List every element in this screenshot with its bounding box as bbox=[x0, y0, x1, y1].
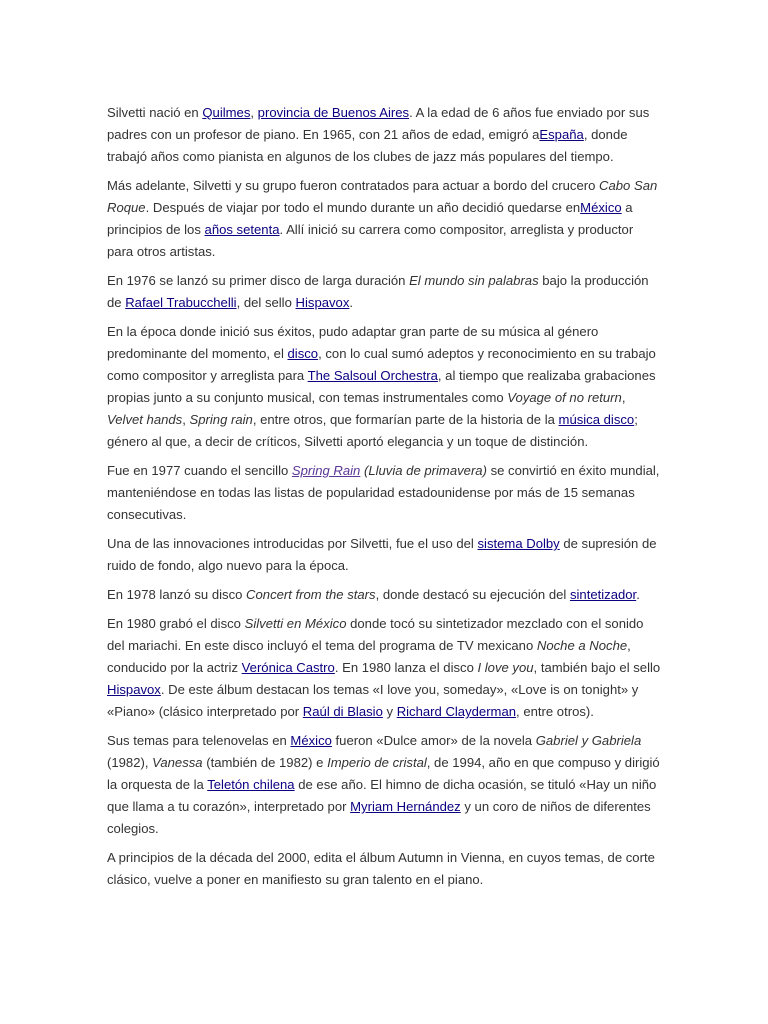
text-run: , bbox=[250, 105, 258, 120]
text-run: a principios de los bbox=[107, 200, 633, 237]
text-run: , conducido por la actriz bbox=[107, 638, 631, 675]
text-run: Fue en 1977 cuando el sencillo bbox=[107, 463, 292, 478]
text-run: Una de las innovaciones introducidas por Silvetti, fue el uso del bbox=[107, 536, 478, 551]
text-run: de ese año. El himno de dicha ocasión, se tituló «Hay un niño que llama a tu corazón», interpretado por bbox=[107, 777, 657, 814]
paragraph bbox=[107, 730, 663, 840]
text-run: , también bajo el sello bbox=[533, 660, 661, 675]
text-run: . bbox=[636, 587, 640, 602]
italic-text: Spring rain bbox=[189, 412, 253, 427]
italic-text: Concert from the stars bbox=[246, 587, 376, 602]
italic-text: Vanessa bbox=[152, 755, 203, 770]
inline-link[interactable]: Teletón chilena bbox=[207, 777, 295, 792]
inline-link[interactable]: Hispavox bbox=[107, 682, 161, 697]
italic-text: El mundo sin palabras bbox=[409, 273, 539, 288]
paragraph bbox=[107, 460, 663, 526]
italic-text: (Lluvia de primavera) bbox=[363, 463, 487, 478]
text-run: , de 1994, año en que compuso y dirigió la orquesta de la bbox=[107, 755, 660, 792]
text-run: En la época donde inició sus éxitos, pudo adaptar gran parte de su música al género predominante del momento, el bbox=[107, 324, 599, 361]
text-run: , entre otros). bbox=[516, 704, 594, 719]
inline-link[interactable]: The Salsoul Orchestra bbox=[307, 368, 438, 383]
italic-text: Noche a Noche bbox=[536, 638, 628, 653]
inline-link[interactable]: Spring Rain bbox=[291, 463, 361, 478]
paragraph bbox=[107, 847, 663, 891]
text-run: . Después de viajar por todo el mundo durante un año decidió quedarse en bbox=[145, 200, 581, 215]
text-run: fueron «Dulce amor» de la novela bbox=[331, 733, 536, 748]
paragraph bbox=[107, 613, 663, 723]
text-run: y bbox=[382, 704, 397, 719]
inline-link[interactable]: Verónica Castro bbox=[241, 660, 335, 675]
text-run: (1982), bbox=[107, 755, 153, 770]
inline-link[interactable]: Myriam Hernández bbox=[350, 799, 461, 814]
article-body bbox=[107, 102, 663, 898]
text-run: Más adelante, Silvetti y su grupo fueron contratados para actuar a bordo del crucero bbox=[107, 178, 600, 193]
inline-link[interactable]: sintetizador bbox=[569, 587, 637, 602]
text-run: . bbox=[349, 295, 354, 310]
text-run: , con lo cual sumó adeptos y reconocimiento en su trabajo como compositor y arreglista para bbox=[107, 346, 656, 383]
text-run: se convirtió en éxito mundial, manteniéndose en todas las listas de popularidad estadounidense por más de 15 semanas consecutivas. bbox=[107, 463, 660, 522]
italic-text: Silvetti en México bbox=[244, 616, 347, 631]
inline-link[interactable]: Quilmes bbox=[202, 105, 251, 120]
italic-text: Voyage of no return bbox=[507, 390, 622, 405]
paragraph bbox=[107, 321, 663, 453]
paragraph bbox=[107, 175, 663, 263]
text-run: , bbox=[182, 412, 190, 427]
text-run: , bbox=[621, 390, 626, 405]
paragraph bbox=[107, 102, 663, 168]
text-run: . A la edad de 6 años fue enviado por sus padres con un profesor de piano. En 1965, con 21 años de edad, emigró a bbox=[107, 105, 650, 142]
paragraph bbox=[107, 533, 663, 577]
inline-link[interactable]: provincia de Buenos Aires bbox=[257, 105, 410, 120]
inline-link[interactable]: Raúl di Blasio bbox=[302, 704, 383, 719]
paragraph bbox=[107, 584, 663, 606]
text-run: de supresión de ruido de fondo, algo nuevo para la época. bbox=[107, 536, 657, 573]
inline-link[interactable]: sistema Dolby bbox=[477, 536, 560, 551]
italic-text: Velvet hands bbox=[107, 412, 183, 427]
text-run: , donde trabajó años como pianista en algunos de los clubes de jazz más populares del tiempo. bbox=[107, 127, 628, 164]
inline-link[interactable]: disco bbox=[287, 346, 319, 361]
text-run: A principios de la década del 2000, edita el álbum Autumn in Vienna, en cuyos temas, de corte clásico, vuelve a poner en manifiesto su gran talento en el piano. bbox=[107, 850, 655, 887]
text-run: , donde destacó su ejecución del bbox=[375, 587, 570, 602]
text-run: , entre otros, que formarían parte de la historia de la bbox=[252, 412, 559, 427]
text-run: En 1980 grabó el disco bbox=[107, 616, 245, 631]
inline-link[interactable]: música disco bbox=[558, 412, 635, 427]
text-run: . Allí inició su carrera como compositor, arreglista y productor para otros artistas. bbox=[107, 222, 634, 259]
inline-link[interactable]: Richard Clayderman bbox=[396, 704, 517, 719]
inline-link[interactable]: años setenta bbox=[204, 222, 280, 237]
text-run: Sus temas para telenovelas en bbox=[107, 733, 291, 748]
inline-link[interactable]: México bbox=[580, 200, 622, 215]
text-run: . De este álbum destacan los temas «I love you, someday», «Love is on tonight» y «Piano» (clásico interpretado por bbox=[107, 682, 639, 719]
italic-text: Gabriel y Gabriela bbox=[535, 733, 642, 748]
inline-link[interactable]: Rafael Trabucchelli bbox=[125, 295, 237, 310]
inline-link[interactable]: México bbox=[290, 733, 332, 748]
inline-link[interactable]: España bbox=[539, 127, 584, 142]
italic-text: Cabo San Roque bbox=[107, 178, 658, 215]
paragraph bbox=[107, 270, 663, 314]
italic-text: I love you bbox=[477, 660, 534, 675]
inline-link[interactable]: Hispavox bbox=[295, 295, 350, 310]
text-run: y un coro de niños de diferentes colegios. bbox=[107, 799, 651, 836]
text-run: . En 1980 lanza el disco bbox=[334, 660, 478, 675]
text-run: ; género al que, a decir de críticos, Silvetti aportó elegancia y un toque de distinción. bbox=[107, 412, 638, 449]
text-run: bajo la producción de bbox=[107, 273, 649, 310]
text-run: En 1978 lanzó su disco bbox=[107, 587, 247, 602]
italic-text: Imperio de cristal bbox=[327, 755, 427, 770]
text-run: , del sello bbox=[236, 295, 296, 310]
text-run: donde tocó su sintetizador mezclado con el sonido del mariachi. En este disco incluyó el tema del programa de TV mexicano bbox=[107, 616, 644, 653]
text-run: En 1976 se lanzó su primer disco de larga duración bbox=[107, 273, 410, 288]
text-run: Silvetti nació en bbox=[107, 105, 203, 120]
text-run: (también de 1982) e bbox=[202, 755, 328, 770]
text-run: , al tiempo que realizaba grabaciones propias junto a su conjunto musical, con temas instrumentales como bbox=[107, 368, 656, 405]
